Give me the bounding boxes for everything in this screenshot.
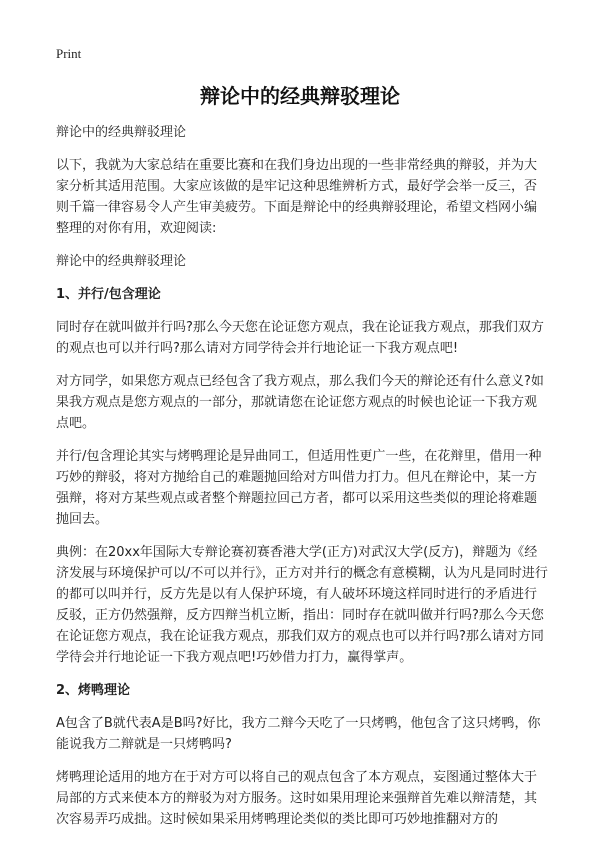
section2-paragraph-1: A包含了B就代表A是B吗?好比，我方二辩今天吃了一只烤鸭，他包含了这只烤鸭，你能说我方二辩就是一只烤鸭吗? — [56, 716, 541, 752]
document-title: 辩论中的经典辩驳理论 — [200, 84, 400, 108]
section1-paragraph-2: 对方同学，如果您方观点已经包含了我方观点，那么我们今天的辩论还有什么意义?如果我方观点是您方观点的一部分，那就请您在论证您方观点的时候也论证一下我方观点吧。 — [56, 374, 544, 431]
document-subtitle-repeat: 辩论中的经典辩驳理论 — [56, 254, 187, 269]
section1-paragraph-3: 并行/包含理论其实与烤鸭理论是异曲同工，但适用性更广一些，在花辩里，借用一种巧妙的辩驳，将对方抛给自己的难题抛回给对方叫借力打力。但凡在辩论中，某一方强辩，将对方某些观点或者整个辩题拉回己方者，都可以采用这些类似的理论将难题抛回去。 — [56, 449, 542, 527]
section-heading-parallel: 1、并行/包含理论 — [56, 287, 161, 302]
document-body — [56, 122, 548, 842]
intro-paragraph: 以下，我就为大家总结在重要比赛和在我们身边出现的一些非常经典的辩驳，并为大家分析其适用范围。大家应该做的是牢记这种思维辨析方式，最好学会举一反三，否则千篇一律容易令人产生审美疲劳。下面是辩论中的经典辩驳理论，希望文档网小编整理的对你有用，欢迎阅读: — [56, 158, 538, 236]
section1-paragraph-1: 同时存在就叫做并行吗?那么今天您在论证您方观点，我在论证我方观点，那我们双方的观点也可以并行吗?那么请对方同学待会并行地论证一下我方观点吧! — [56, 320, 544, 356]
section1-example: 典例：在20xx年国际大专辩论赛初赛香港大学(正方)对武汉大学(反方)，辩题为《经济发展与环境保护可以/不可以并行》，正方对并行的概念有意模糊，认为凡是同时进行的都可以叫并行，反方先是以有人保护环境，有人破坏环境这样同时进行的矛盾进行反驳，正方仍然强辩，反方四辩当机立断，指出：同时存在就叫做并行吗?那么今天您在论证您方观点，我在论证我方观点，那我们双方的观点也可以并行吗?那么请对方同学待会并行地论证一下我方观点吧!巧妙借力打力，赢得掌声。 — [56, 545, 548, 665]
document-subtitle: 辩论中的经典辩驳理论 — [56, 125, 187, 140]
section2-paragraph-2: 烤鸭理论适用的地方在于对方可以将自己的观点包含了本方观点，妄图通过整体大于局部的方式来使本方的辩驳为对方服务。这时如果用理论来强辩首先难以辩清楚，其次容易弄巧成拙。这时候如果采用烤鸭理论类似的类比即可巧妙地推翻对方的 — [56, 770, 538, 827]
section-heading-roast-duck: 2、烤鸭理论 — [56, 683, 131, 698]
print-label[interactable]: Print — [56, 46, 82, 61]
